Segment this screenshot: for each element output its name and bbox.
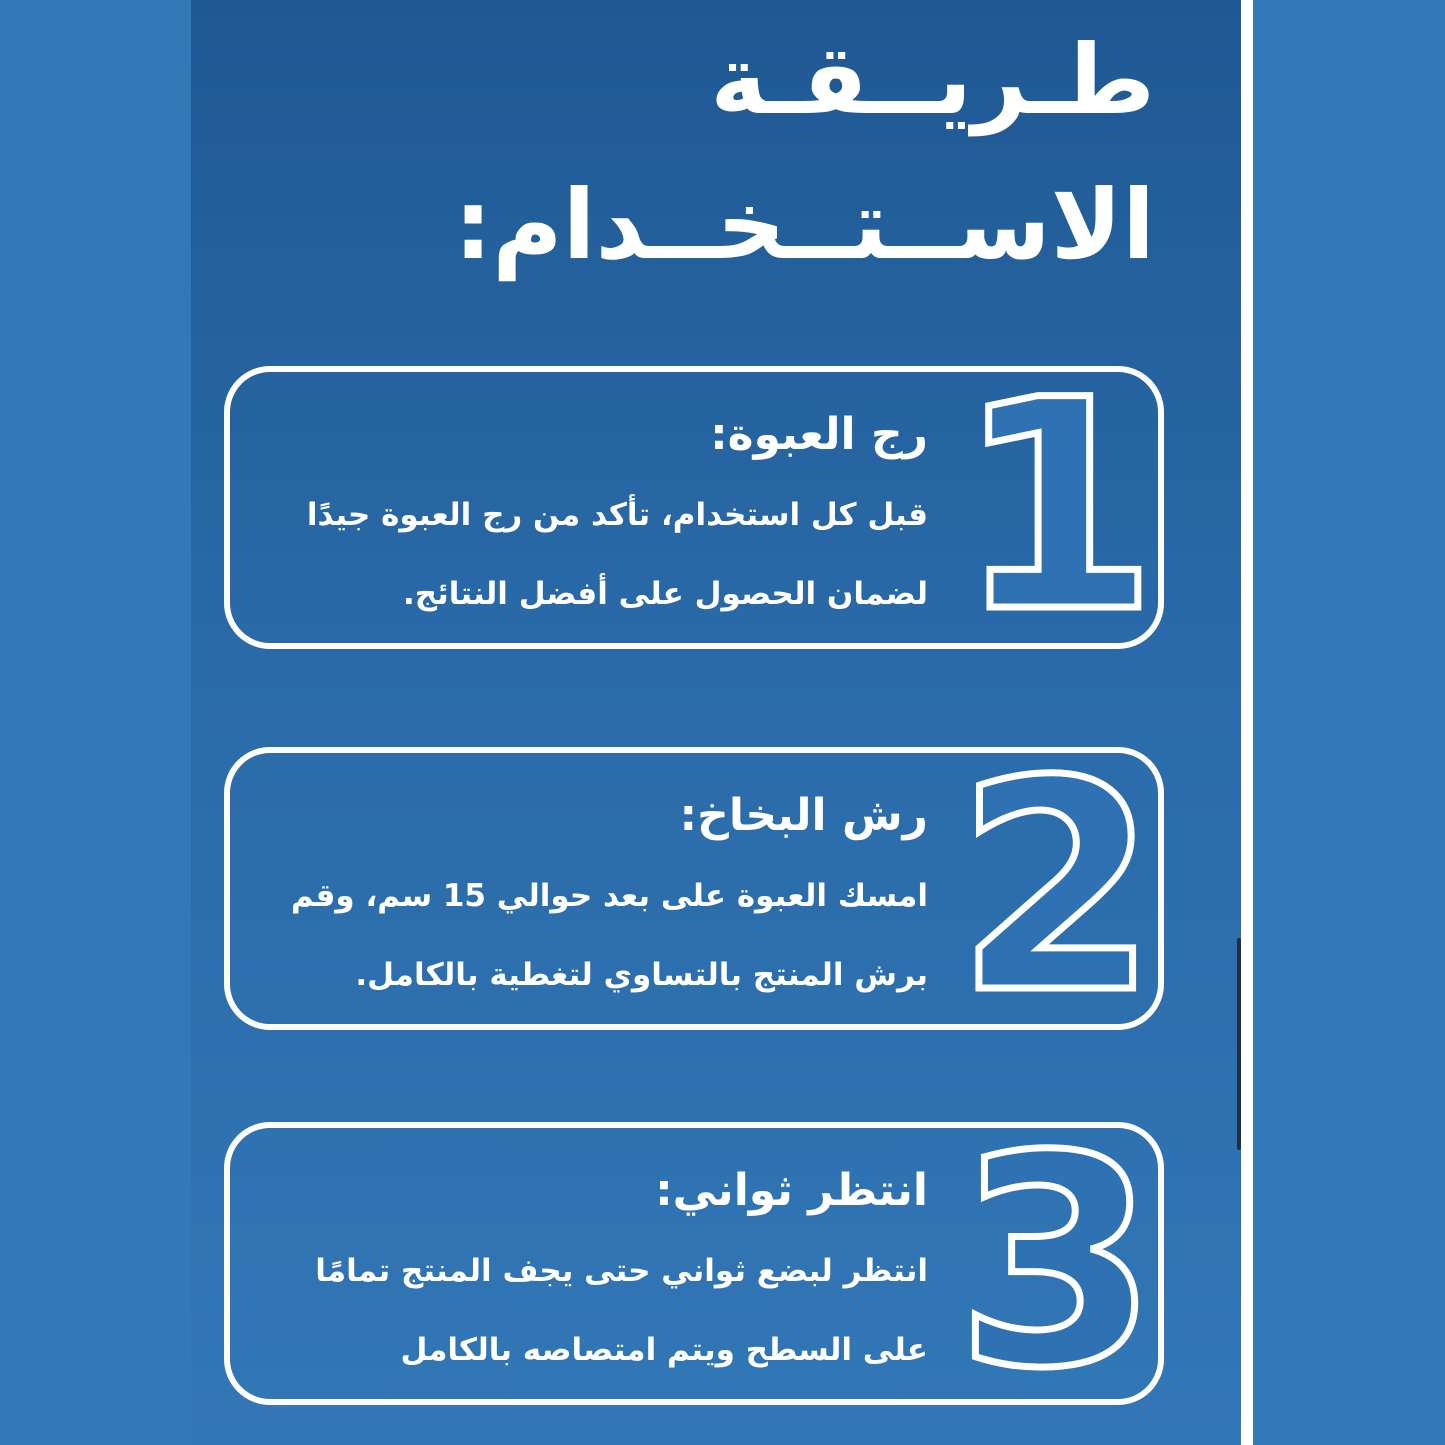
step-text-1-line-1: قبل كل استخدام، تأكد من رج العبوة جيدًا: [306, 497, 928, 533]
step-card-1: [224, 339, 1164, 676]
step-card-3: [224, 1095, 1164, 1432]
page-title-line-2: الاســتــخــدام:: [453, 169, 1155, 281]
step-title-2: رش البخاخ:: [679, 790, 928, 841]
step-number-3: 3: [956, 1095, 1158, 1432]
step-number-1: 1: [956, 339, 1158, 676]
step-title-1: رج العبوة:: [710, 409, 928, 460]
step-title-3: انتظر ثواني:: [655, 1165, 928, 1216]
page-title-line-1: طـريــقـة: [710, 24, 1155, 136]
scrollbar[interactable]: [1237, 938, 1241, 1150]
step-card-2: [224, 720, 1164, 1057]
step-text-2-line-2: برش المنتج بالتساوي لتغطية بالكامل.: [355, 957, 928, 993]
step-text-2-line-1: امسك العبوة على بعد حوالي 15 سم، وقم: [290, 878, 928, 914]
step-number-2: 2: [956, 720, 1158, 1057]
step-text-3-line-2: على السطح ويتم امتصاصه بالكامل: [400, 1332, 928, 1368]
step-text-3-line-1: انتظر لبضع ثواني حتى يجف المنتج تمامًا: [315, 1253, 928, 1289]
page-title: [335, 8, 1155, 298]
step-text-1-line-2: لضمان الحصول على أفضل النتائج.: [402, 576, 928, 612]
panel-divider: [1241, 0, 1253, 1445]
